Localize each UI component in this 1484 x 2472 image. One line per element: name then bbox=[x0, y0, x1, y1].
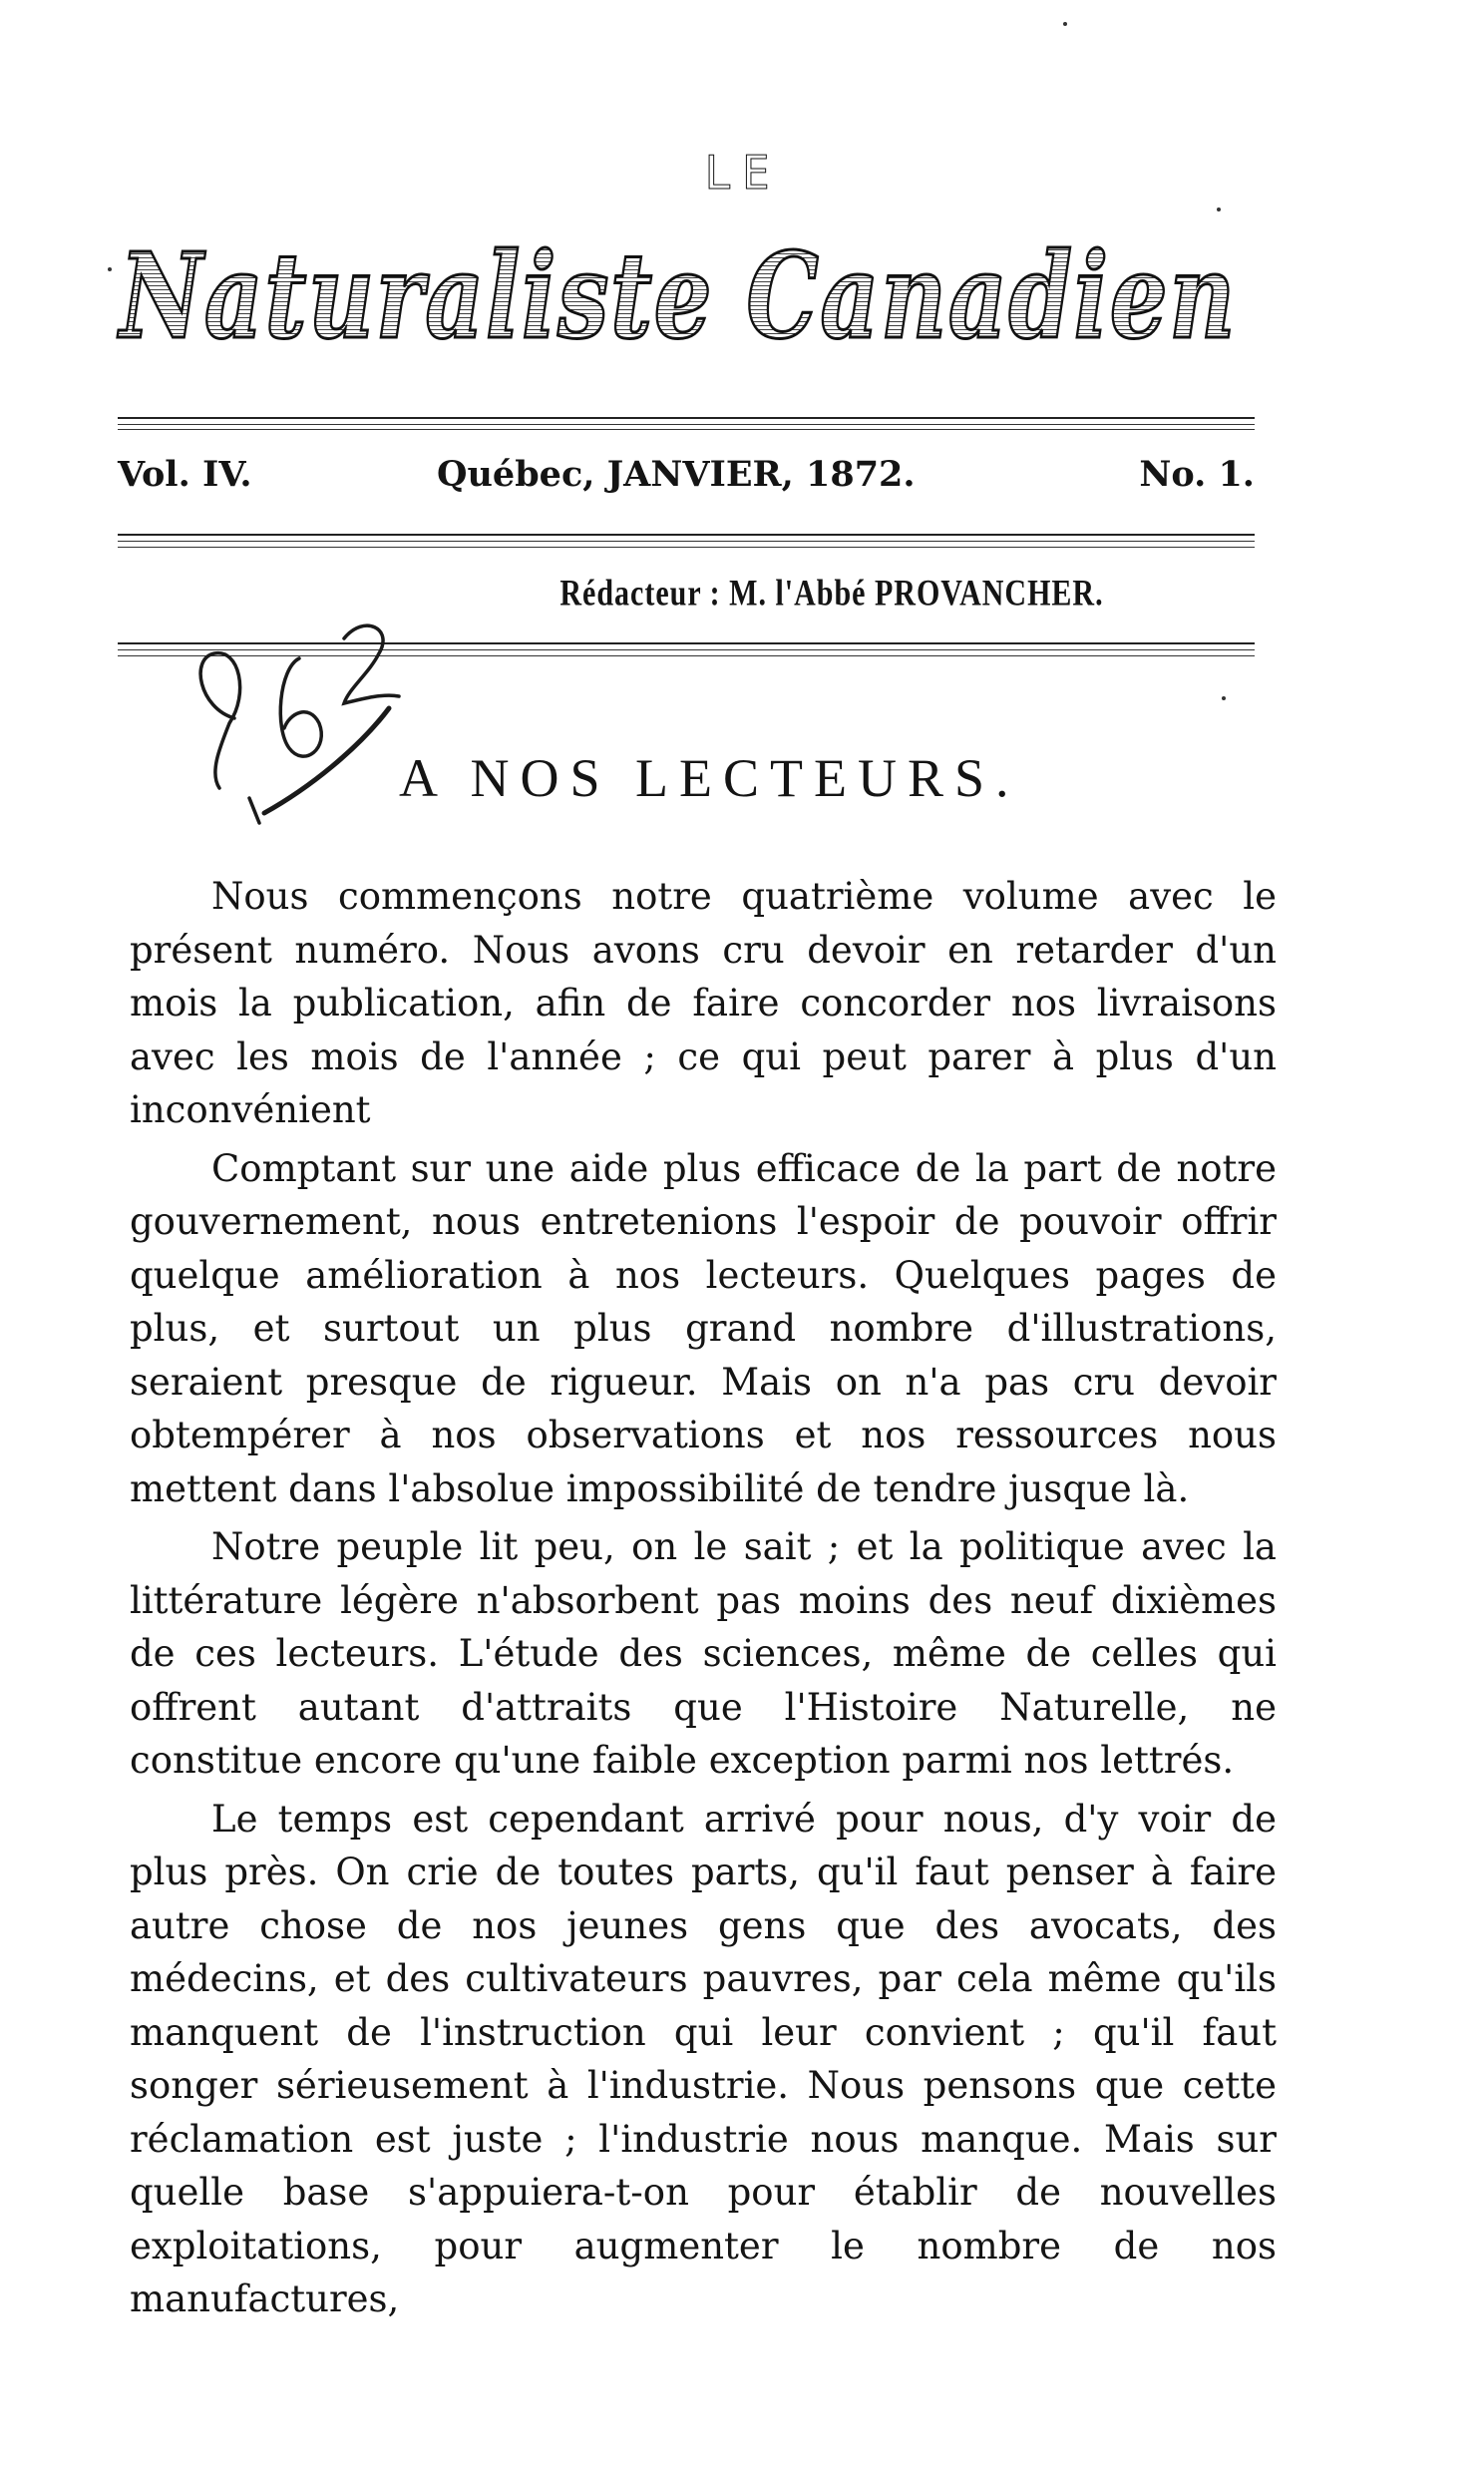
speck bbox=[108, 267, 112, 271]
article-body bbox=[130, 870, 1277, 2326]
speck bbox=[1063, 22, 1067, 26]
top-rule-1 bbox=[118, 417, 1255, 419]
mid-rule-3 bbox=[118, 547, 1255, 548]
place-date: Québec, JANVIER, 1872. bbox=[437, 454, 916, 495]
masthead-title bbox=[110, 209, 1247, 379]
issue-line bbox=[118, 447, 1255, 503]
speck bbox=[1222, 696, 1226, 700]
masthead-title-text: Naturaliste Canadien bbox=[116, 226, 1237, 365]
mid-rule-2 bbox=[118, 541, 1255, 542]
paragraph: Comptant sur une aide plus efficace de la part de notre gouvernement, nous entretenions l'espoir de pouvoir offrir quelque amélioration à nos lecteurs. Quelques pages de plus, et surtout un plus grand nombre d'illustrations, seraient presque de rigueur. Mais on n'a pas cru devoir obtempérer à nos observations et nos ressources nous mettent dans l'absolue impossibilité de tendre jusque là. bbox=[130, 1146, 1277, 1510]
mid-rule-1 bbox=[118, 534, 1255, 536]
paragraph: Nous commençons notre quatrième volume avec le présent numéro. Nous avons cru devoir en retarder d'un mois la publication, afin de faire concorder nos livraisons avec les mois de l'année ; ce qui peut parer à plus d'un inconvénient bbox=[130, 875, 1277, 1131]
volume-label: Vol. IV. bbox=[118, 454, 252, 495]
issue-number: No. 1. bbox=[1139, 454, 1255, 495]
paragraph: Notre peuple lit peu, on le sait ; et la politique avec la littérature légère n'absorbent pas moins des neuf dixièmes de ces lecteurs. L'étude des sciences, même de celles qui offrent autant d'attraits que l'Histoire Naturelle, ne constitue encore qu'une faible exception parmi nos lettrés. bbox=[130, 1525, 1277, 1782]
speck bbox=[1217, 207, 1221, 211]
article-heading: A NOS LECTEURS. bbox=[399, 748, 1020, 808]
top-rule-3 bbox=[118, 429, 1255, 430]
masthead-le: LE bbox=[704, 146, 780, 200]
paragraph: Le temps est cependant arrivé pour nous, d'y voir de plus près. On crie de toutes parts, qu'il faut penser à faire autre chose de nos jeunes gens que des avocats, des médecins, et des cultivateurs pauvres, par cela même qu'ils manquent de l'instruction qui leur convient ; qu'il faut songer sérieusement à l'industrie. Nous pensons que cette réclamation est juste ; l'industrie nous manque. Mais sur quelle base s'appuiera-t-on pour établir de nouvelles exploitations, pour augmenter le nombre de nos manufactures, bbox=[130, 1797, 1277, 2320]
editor-line: Rédacteur : M. l'Abbé PROVANCHER. bbox=[559, 573, 1104, 615]
top-rule-2 bbox=[118, 424, 1255, 425]
